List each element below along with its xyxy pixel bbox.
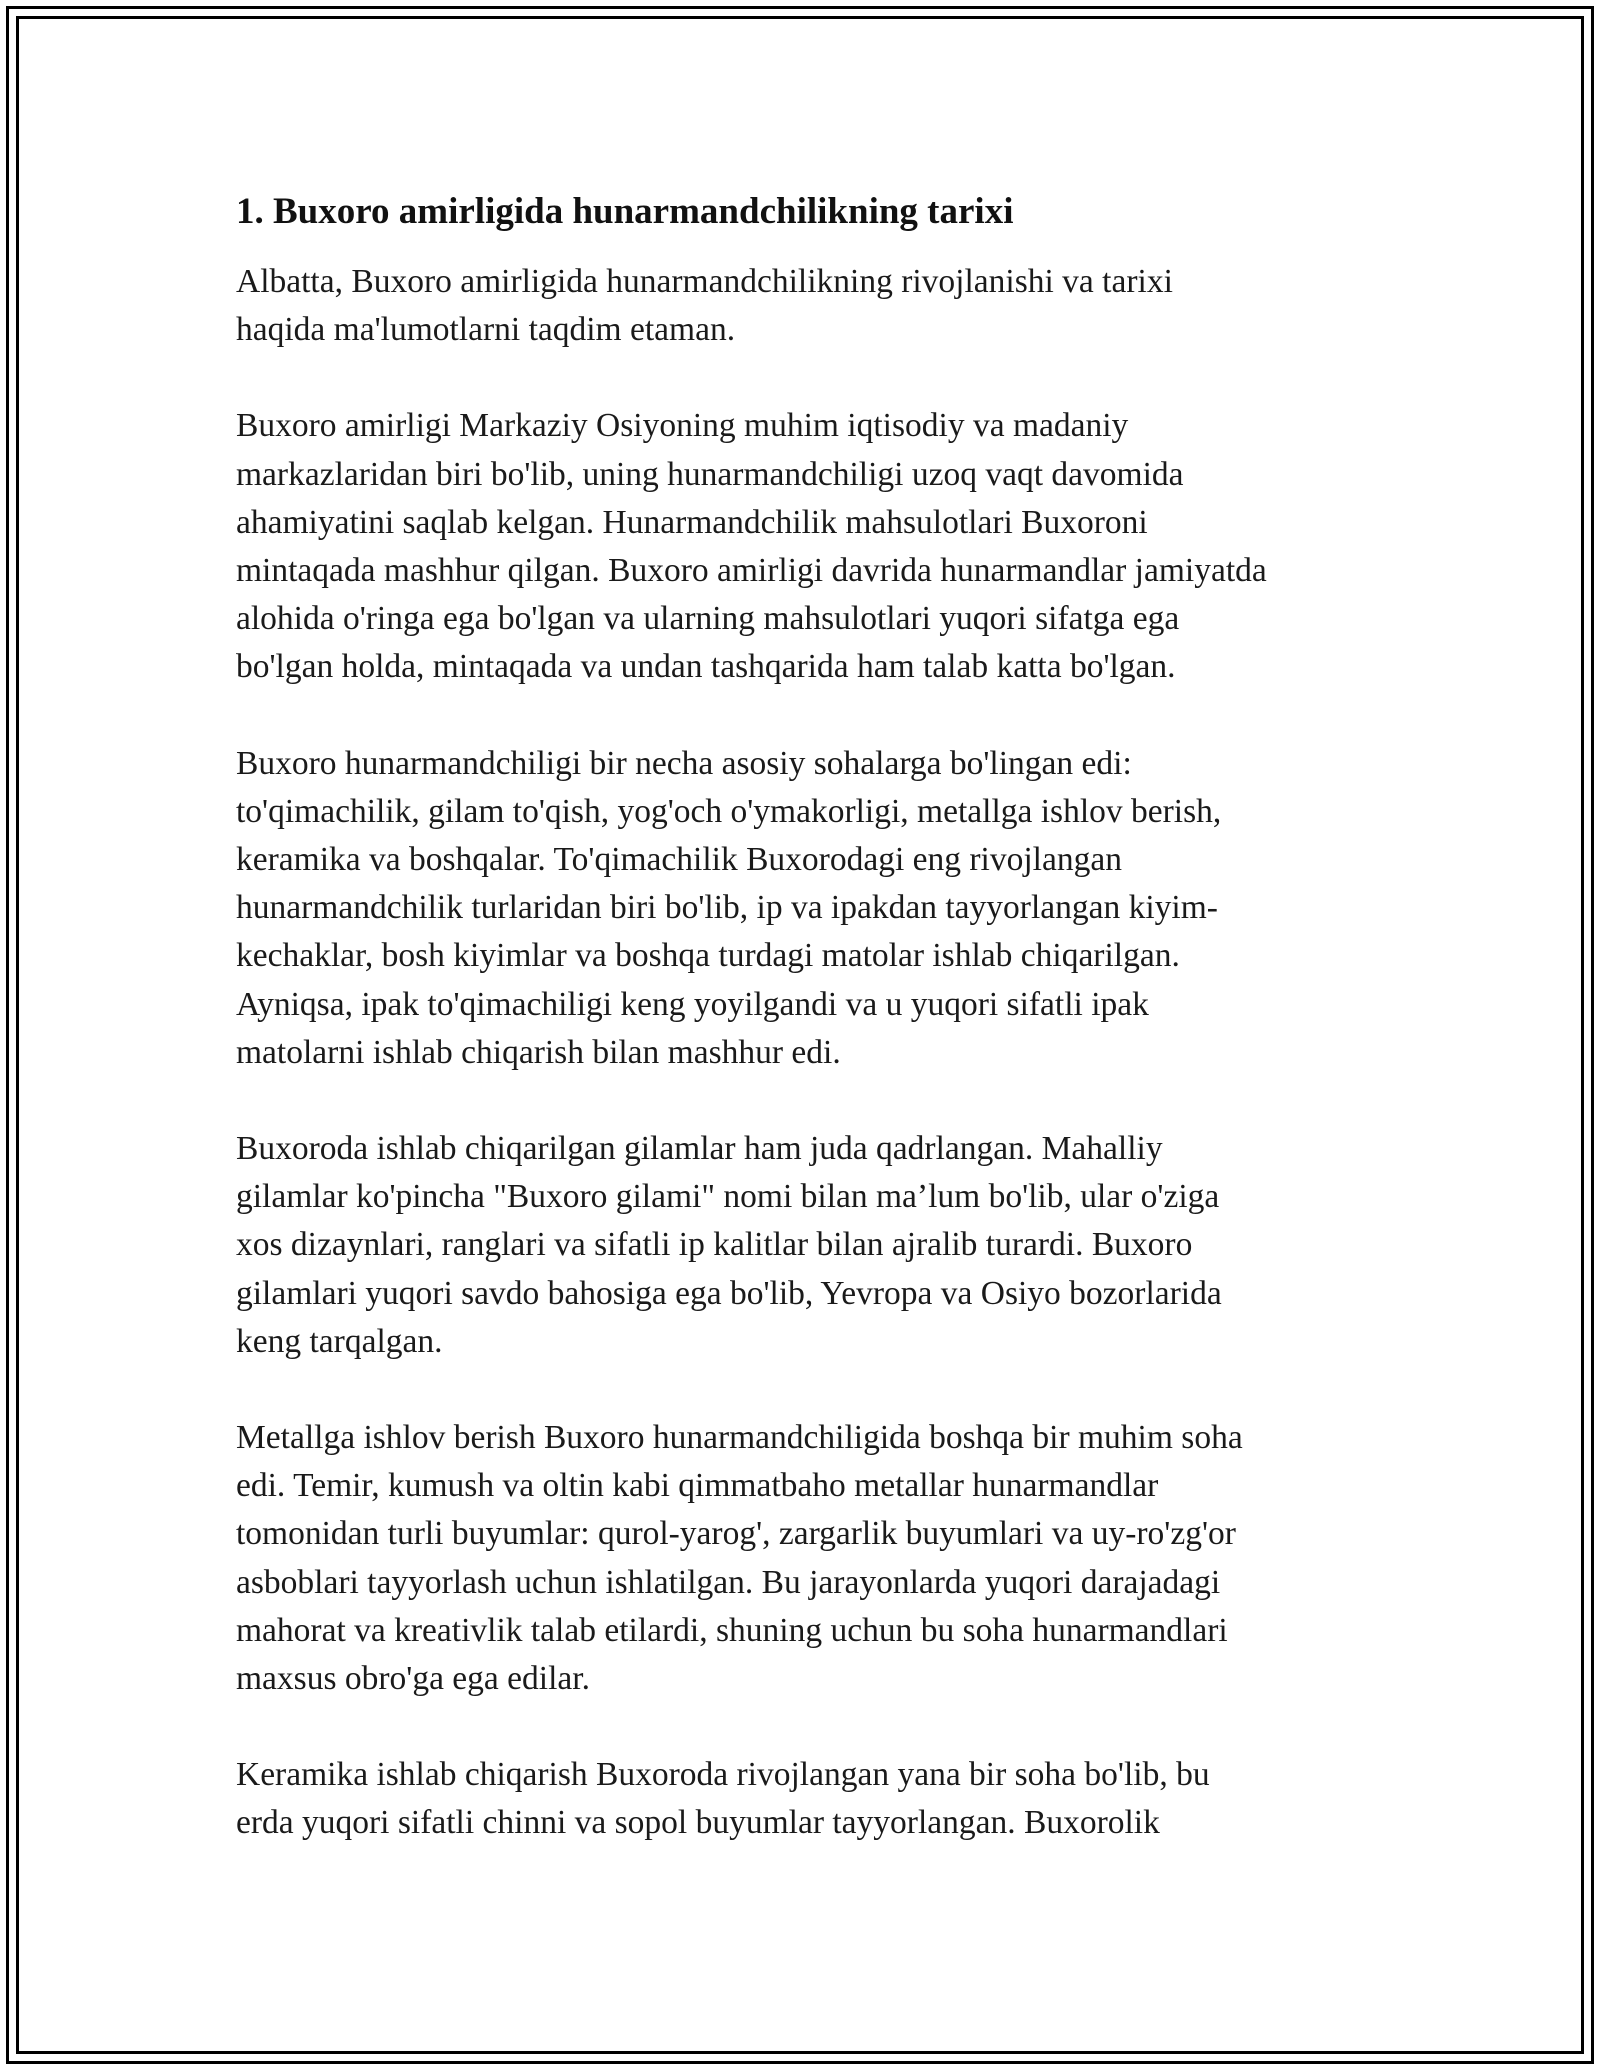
- paragraph-intro: Albatta, Buxoro amirligida hunarmandchilikning rivojlanishi va tarixi haqida ma'lumotlarni taqdim etaman.: [236, 263, 1173, 349]
- document-body: [236, 188, 1366, 1896]
- section-heading: 1. Buxoro amirligida hunarmandchilikning tarixi: [236, 191, 1014, 232]
- paragraph-overview: Buxoro amirligi Markaziy Osiyoning muhim iqtisodiy va madaniy markazlaridan biri bo'lib, uning hunarmandchiligi uzoq vaqt davomida ahamiyatini saqlab kelgan. Hunarmandchilik mahsulotlari Buxoroni mintaqada mashhur qilgan. Buxoro amirligi davrida hunarmandlar jamiyatda alohida o'ringa ega bo'lgan va ularning mahsulotlari yuqori sifatga ega bo'lgan holda, mintaqada va undan tashqarida ham talab katta bo'lgan.: [236, 407, 1267, 686]
- paragraph-textiles: Buxoro hunarmandchiligi bir necha asosiy sohalarga bo'lingan edi: to'qimachilik, gilam to'qish, yog'och o'ymakorligi, metallga ishlov berish, keramika va boshqalar. To'qimachilik Buxorodagi eng rivojlangan hunarmandchilik turlaridan biri bo'lib, ip va ipakdan tayyorlangan kiyim- kechaklar, bosh kiyimlar va boshqa turdagi matolar ishlab chiqarilgan. Ayniqsa, ipak to'qimachiligi keng yoyilgandi va u yuqori sifatli ipak matolarni ishlab chiqarish bilan mashhur edi.: [236, 744, 1222, 1071]
- paragraph-carpets: Buxoroda ishlab chiqarilgan gilamlar ham juda qadrlangan. Mahalliy gilamlar ko'pincha "Buxoro gilami" nomi bilan ma’lum bo'lib, ular o'ziga xos dizaynlari, ranglari va sifatli ip kalitlar bilan ajralib turardi. Buxoro gilamlari yuqori savdo bahosiga ega bo'lib, Yevropa va Osiyo bozorlarida keng tarqalgan.: [236, 1130, 1222, 1360]
- paragraph-metalwork: Metallga ishlov berish Buxoro hunarmandchiligida boshqa bir muhim soha edi. Temir, kumush va oltin kabi qimmatbaho metallar hunarmandlar tomonidan turli buyumlar: qurol-yarog', zargarlik buyumlari va uy-ro'zg'or asboblari tayyorlash uchun ishlatilgan. Bu jarayonlarda yuqori darajadagi mahorat va kreativlik talab etilardi, shuning uchun bu soha hunarmandlari maxsus obro'ga ega edilar.: [236, 1419, 1243, 1698]
- paragraph-ceramics: Keramika ishlab chiqarish Buxoroda rivojlangan yana bir soha bo'lib, bu erda yuqori sifatli chinni va sopol buyumlar tayyorlangan. Buxorolik: [236, 1756, 1210, 1842]
